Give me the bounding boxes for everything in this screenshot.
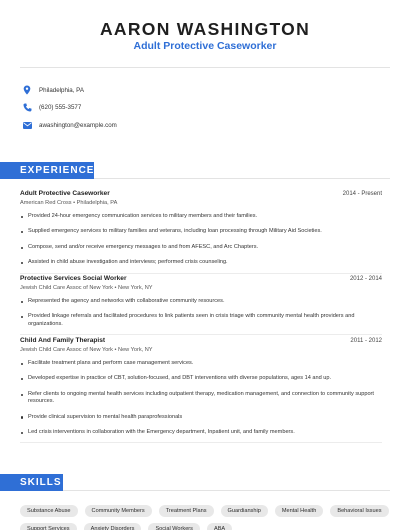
skill-chip: Anxiety Disorders	[84, 523, 142, 530]
contact-phone-text: (620) 555-3577	[39, 103, 82, 111]
bullet-item: Provided 24-hour emergency communication services to military members and their families.	[20, 213, 382, 220]
contact-phone	[22, 101, 81, 113]
phone-icon	[22, 102, 32, 112]
bullet-item: Compose, send and/or receive emergency messages to and from AFESC, and Arc Chapters.	[20, 244, 382, 251]
job-separator	[20, 442, 382, 443]
skills-heading: SKILLS	[0, 474, 63, 491]
bullet-item: Supplied emergency services to military families and veterans, including loan processing through Military Aid Societies.	[20, 228, 382, 235]
skill-chip: ABA	[207, 523, 232, 530]
skill-chip: Behavioral Issues	[330, 505, 388, 517]
email-icon	[22, 120, 32, 130]
skill-chip: Social Workers	[148, 523, 200, 530]
bullet-item: Facilitate treatment plans and perform case management services.	[20, 360, 382, 367]
skill-chip: Substance Abuse	[20, 505, 78, 517]
job-bullets	[20, 213, 382, 267]
job-title: Child And Family Therapist	[20, 337, 106, 344]
job-separator	[20, 273, 382, 274]
job-entry-1	[20, 190, 382, 274]
candidate-name: AARON WASHINGTON	[99, 19, 311, 39]
bullet-item: Provided linkage referrals and facilitated procedures to link patients seen in crisis triage with community mental health providers and organizations.	[20, 313, 382, 328]
header-divider	[20, 67, 390, 68]
skill-chip: Community Members	[85, 505, 152, 517]
bullet-item: Developed expertise in practice of CBT, solution-focused, and DBT interventions with diverse populations, ages 14 and up.	[20, 375, 382, 382]
contact-email	[22, 119, 117, 131]
bullet-item: Provide clinical supervision to mental health paraprofessionals	[20, 414, 382, 421]
contact-email-text: awashington@example.com	[39, 121, 117, 129]
experience-divider	[94, 178, 390, 179]
job-title: Adult Protective Caseworker	[20, 190, 110, 197]
skill-chip: Guardianship	[221, 505, 268, 517]
bullet-item: Refer clients to ongoing mental health services including outpatient therapy, medication management, and connection to community support resources.	[20, 391, 382, 406]
skills-list	[20, 505, 392, 530]
job-entry-3	[20, 337, 382, 443]
bullet-item: Assisted in child abuse investigation and interviews; performed crisis counseling.	[20, 259, 382, 266]
job-company: Jewish Child Care Assoc of New York • New York, NY	[20, 347, 153, 353]
job-company: Jewish Child Care Assoc of New York • New York, NY	[20, 285, 153, 291]
bullet-item: Represented the agency and networks with collaborative community resources.	[20, 298, 382, 305]
skill-chip: Treatment Plans	[159, 505, 214, 517]
candidate-title: Adult Protective Caseworker	[133, 40, 277, 52]
job-separator	[20, 334, 382, 335]
experience-heading: EXPERIENCE	[0, 162, 94, 179]
skills-divider	[63, 490, 390, 491]
contact-location-text: Philadelphia, PA	[39, 86, 84, 94]
job-entry-2	[20, 275, 382, 335]
skill-chip: Support Services	[20, 523, 77, 530]
job-company: American Red Cross • Philadelphia, PA	[20, 200, 118, 206]
contact-location	[22, 84, 84, 96]
skill-chip: Mental Health	[275, 505, 324, 517]
location-pin-icon	[22, 85, 32, 95]
bullet-item: Led crisis interventions in collaboration with the Emergency department, Inpatient unit, and family members.	[20, 429, 382, 436]
job-dates: 2014 - Present	[342, 191, 382, 197]
job-title: Protective Services Social Worker	[20, 275, 127, 282]
job-bullets	[20, 298, 382, 328]
job-dates: 2011 - 2012	[350, 338, 382, 344]
job-dates: 2012 - 2014	[349, 276, 382, 282]
job-bullets	[20, 360, 382, 436]
